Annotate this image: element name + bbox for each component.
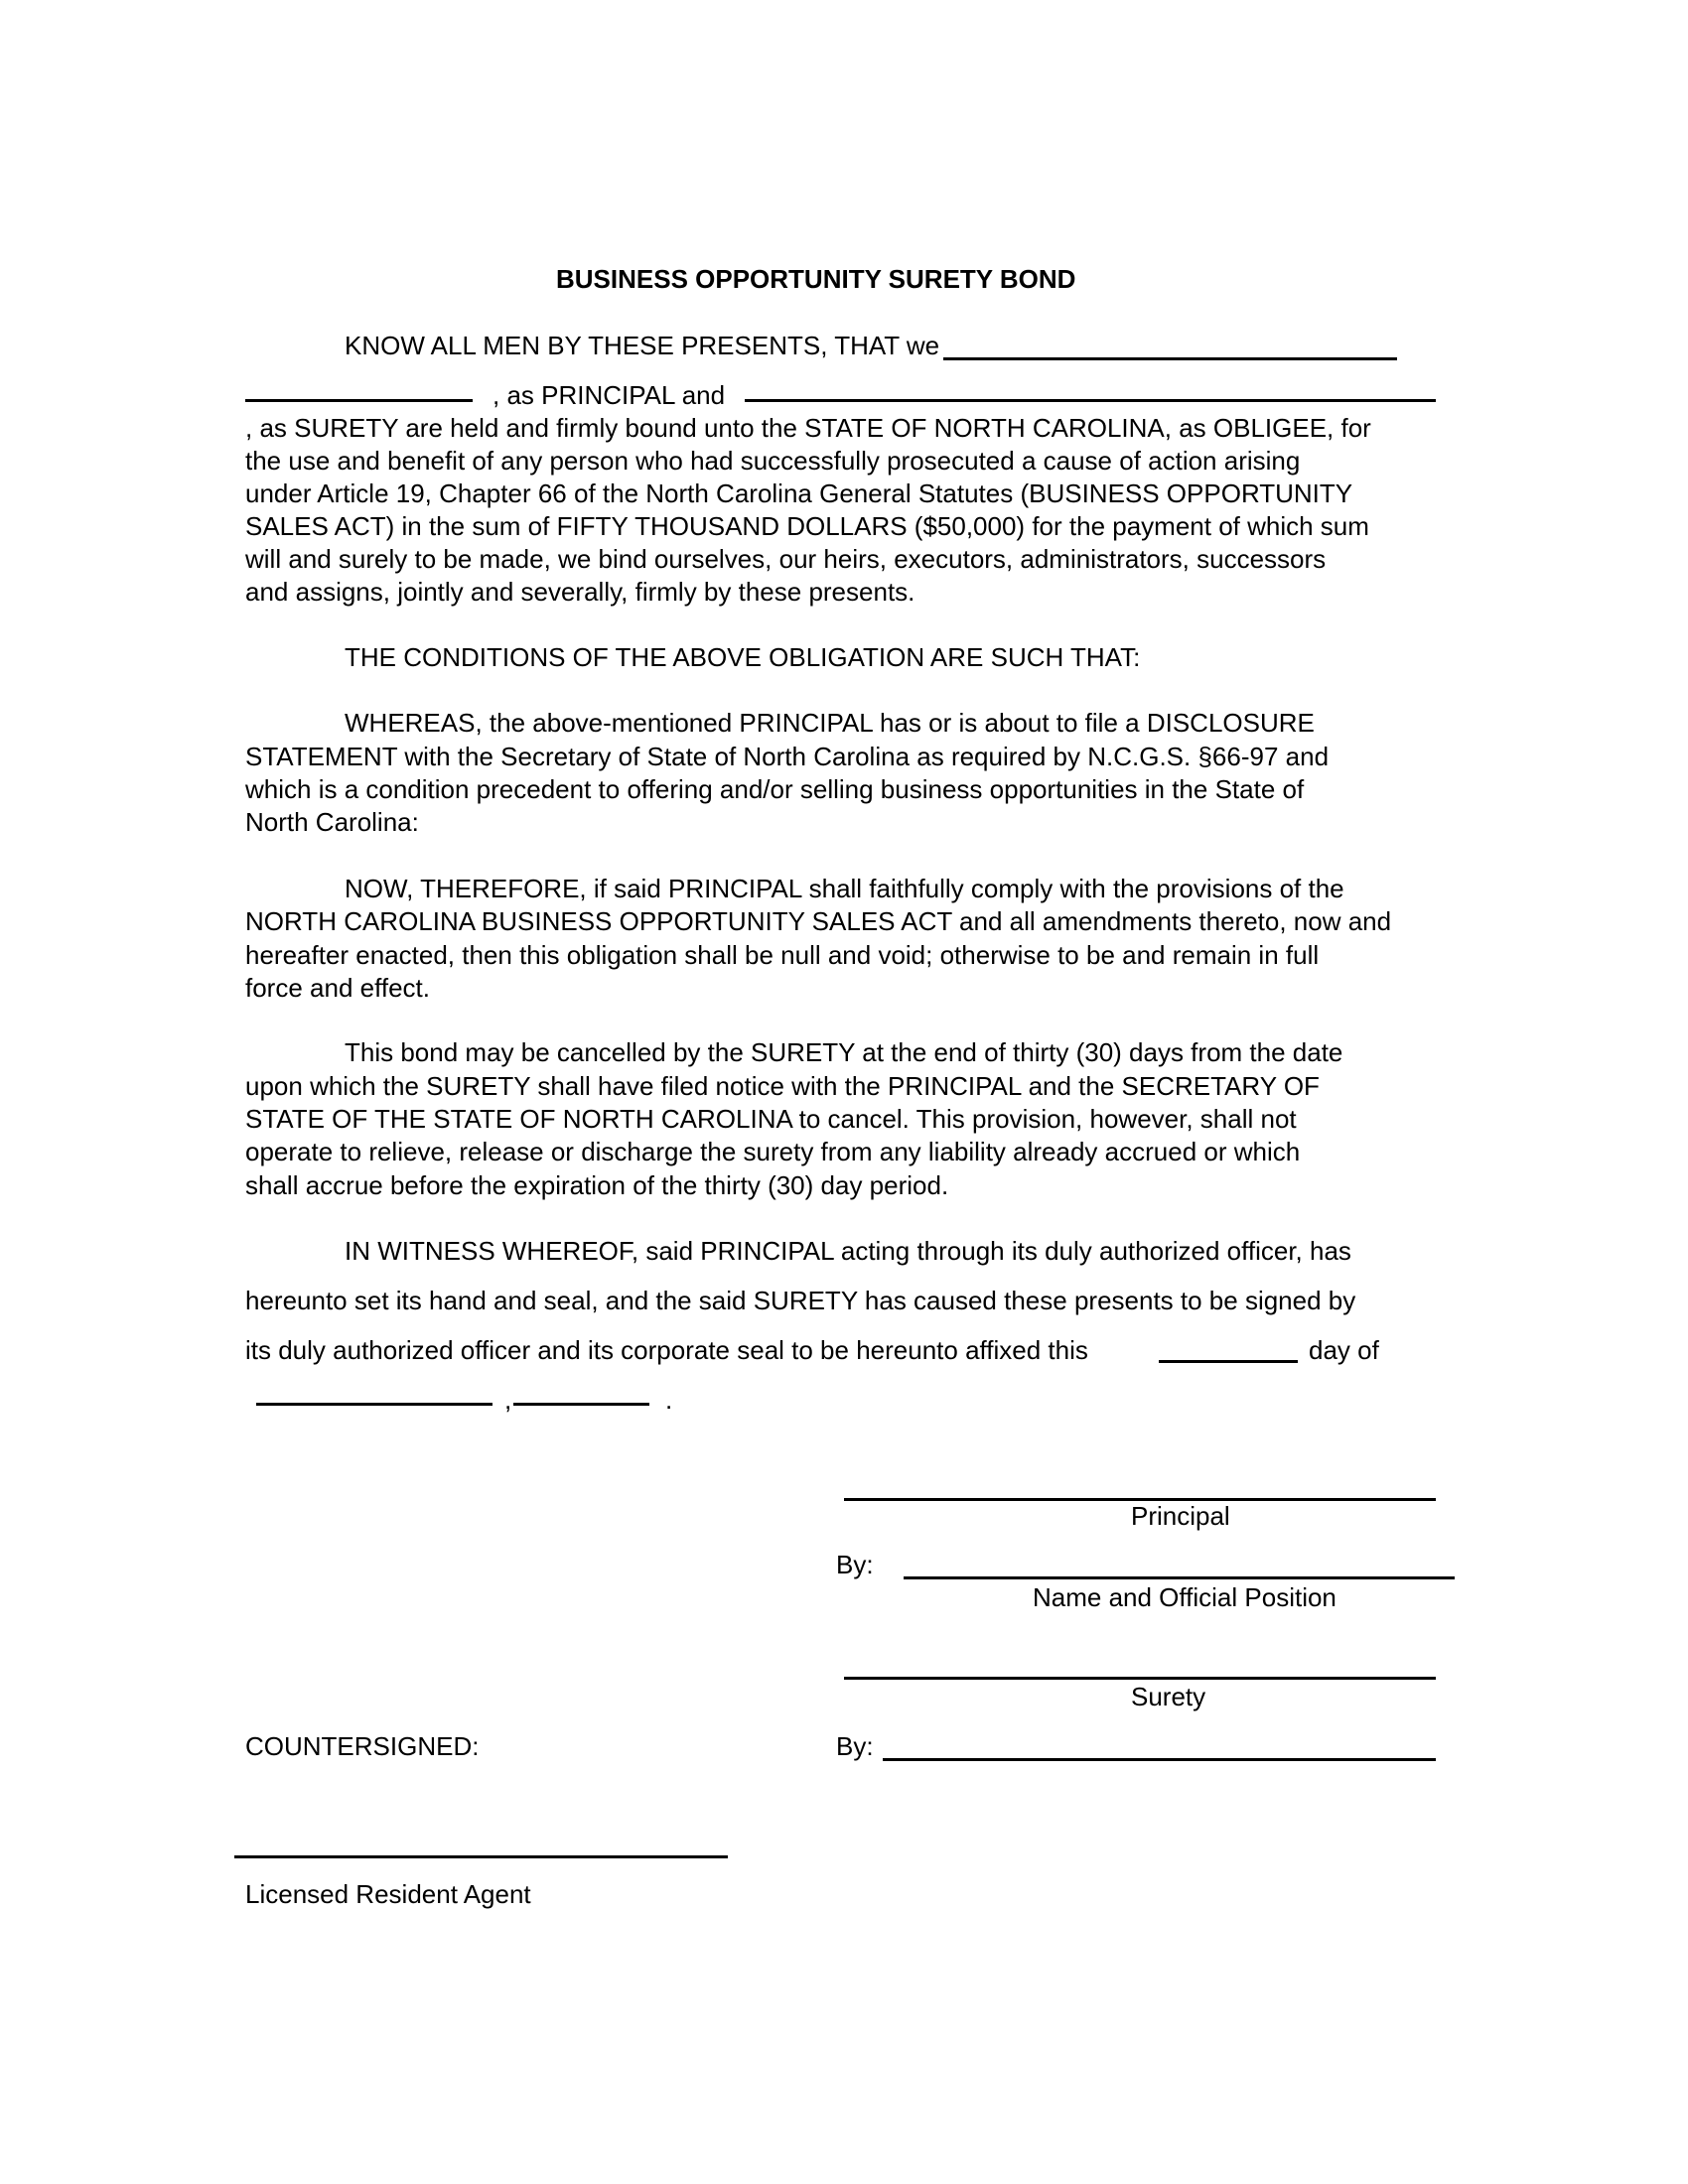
month-blank[interactable]	[256, 1403, 492, 1406]
intro-line: , as SURETY are held and firmly bound unto the STATE OF NORTH CAROLINA, as OBLIGEE, for	[245, 413, 1371, 443]
day-of-label: day of	[1309, 1335, 1379, 1365]
day-blank[interactable]	[1159, 1360, 1298, 1363]
whereas-line: North Carolina:	[245, 807, 419, 837]
year-blank[interactable]	[513, 1403, 649, 1406]
witness-line: its duly authorized officer and its corporate seal to be hereunto affixed this	[245, 1335, 1088, 1365]
surety-name-blank[interactable]	[745, 399, 1436, 402]
period: .	[665, 1385, 673, 1415]
surety-signature-line[interactable]	[844, 1677, 1436, 1680]
principal-officer-signature-line[interactable]	[904, 1576, 1455, 1579]
cancel-line: operate to relieve, release or discharge the surety from any liability already accrued or which	[245, 1137, 1301, 1166]
intro-line-1: KNOW ALL MEN BY THESE PRESENTS, THAT we	[345, 331, 940, 360]
agent-signature-line[interactable]	[234, 1855, 728, 1858]
cancel-line: STATE OF THE STATE OF NORTH CAROLINA to cancel. This provision, however, shall not	[245, 1104, 1297, 1134]
name-position-label: Name and Official Position	[1033, 1582, 1336, 1612]
intro-line: SALES ACT) in the sum of FIFTY THOUSAND DOLLARS ($50,000) for the payment of which sum	[245, 511, 1369, 541]
document-title: BUSINESS OPPORTUNITY SURETY BOND	[556, 264, 1076, 294]
countersigned-label: COUNTERSIGNED:	[245, 1731, 480, 1761]
intro-line: will and surely to be made, we bind ourselves, our heirs, executors, administrators, successors	[245, 544, 1327, 574]
principal-name-blank-2[interactable]	[245, 399, 473, 402]
witness-line: hereunto set its hand and seal, and the said SURETY has caused these presents to be signed by	[245, 1286, 1356, 1315]
cancel-line: upon which the SURETY shall have filed notice with the PRINCIPAL and the SECRETARY OF	[245, 1071, 1320, 1101]
by-label: By:	[836, 1550, 874, 1579]
agent-label: Licensed Resident Agent	[245, 1879, 531, 1909]
intro-line: the use and benefit of any person who had successfully prosecuted a cause of action arising	[245, 446, 1301, 476]
whereas-line: which is a condition precedent to offering and/or selling business opportunities in the State of	[245, 774, 1305, 804]
principal-label: Principal	[1131, 1501, 1230, 1531]
principal-name-blank[interactable]	[943, 357, 1397, 360]
whereas-line: WHEREAS, the above-mentioned PRINCIPAL has or is about to file a DISCLOSURE	[345, 708, 1315, 738]
intro-line: under Article 19, Chapter 66 of the North Carolina General Statutes (BUSINESS OPPORTUNITY	[245, 478, 1353, 508]
now-therefore-line: NORTH CAROLINA BUSINESS OPPORTUNITY SALES ACT and all amendments thereto, now and	[245, 906, 1392, 936]
intro-line-2: , as PRINCIPAL and	[492, 380, 726, 410]
now-therefore-line: hereafter enacted, then this obligation shall be null and void; otherwise to be and remain in full	[245, 940, 1320, 970]
comma: ,	[504, 1385, 512, 1415]
witness-line: IN WITNESS WHEREOF, said PRINCIPAL acting through its duly authorized officer, has	[345, 1236, 1351, 1266]
conditions-heading: THE CONDITIONS OF THE ABOVE OBLIGATION ARE SUCH THAT:	[345, 642, 1141, 672]
now-therefore-line: force and effect.	[245, 973, 430, 1003]
intro-line: and assigns, jointly and severally, firmly by these presents.	[245, 577, 915, 607]
now-therefore-line: NOW, THEREFORE, if said PRINCIPAL shall faithfully comply with the provisions of the	[345, 874, 1344, 903]
by-label: By:	[836, 1731, 874, 1761]
surety-label: Surety	[1131, 1682, 1206, 1711]
whereas-line: STATEMENT with the Secretary of State of North Carolina as required by N.C.G.S. §66-97 and	[245, 742, 1330, 771]
surety-officer-signature-line[interactable]	[883, 1758, 1436, 1761]
cancel-line: This bond may be cancelled by the SURETY at the end of thirty (30) days from the date	[345, 1037, 1343, 1067]
cancel-line: shall accrue before the expiration of the thirty (30) day period.	[245, 1170, 949, 1200]
